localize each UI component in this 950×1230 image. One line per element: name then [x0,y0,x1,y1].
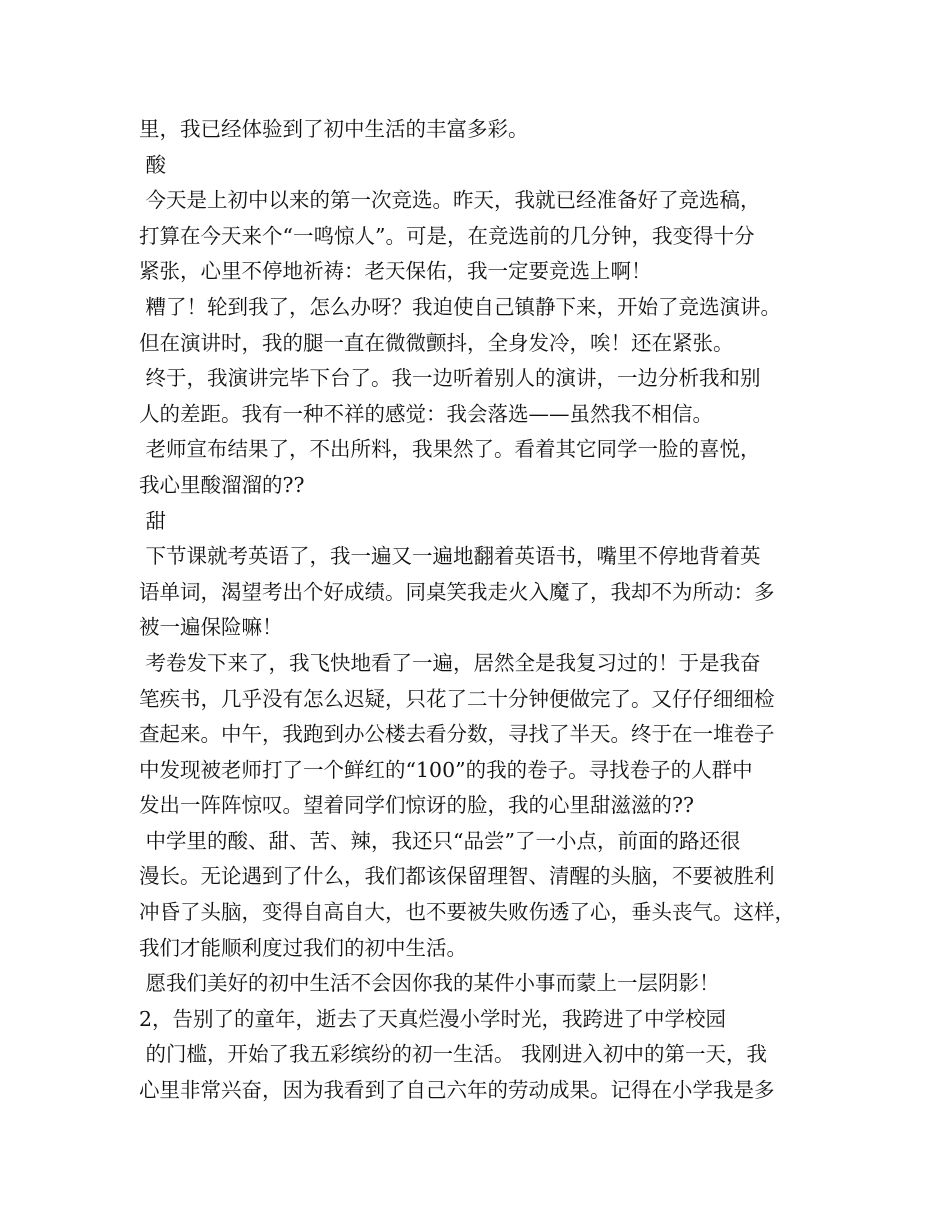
body-text [139,112,839,1109]
text-line: 漫长。无论遇到了什么，我们都该保留理智、清醒的头脑，不要被胜利 [139,864,775,889]
text-line: 打算在今天来个“一鸣惊人”。可是，在竞选前的几分钟，我变得十分 [139,223,755,248]
text-line: 下节课就考英语了，我一遍又一遍地翻着英语书，嘴里不停地背着英 [139,544,761,569]
text-line: 但在演讲时，我的腿一直在微微颤抖，全身发冷，唉！还在紧张。 [139,330,734,355]
text-line: 我心里酸溜溜的?? [139,472,305,497]
section-heading-sweet: 甜 [139,508,167,533]
text-line: 中学里的酸、甜、苦、辣，我还只“品尝”了一小点，前面的路还很 [139,828,741,853]
text-line: 心里非常兴奋，因为我看到了自己六年的劳动成果。记得在小学我是多 [139,1078,775,1103]
text-line: 语单词，渴望考出个好成绩。同桌笑我走火入魔了，我却不为所动：多 [139,579,775,604]
section-heading-sour: 酸 [139,152,167,177]
text-line: 发出一阵阵惊叹。望着同学们惊讶的脸，我的心里甜滋滋的?? [139,793,694,818]
text-line: 考卷发下来了，我飞快地看了一遍，居然全是我复习过的！于是我奋 [139,650,761,675]
text-line: 被一遍保险嘛！ [139,615,283,640]
text-line: 愿我们美好的初中生活不会因你我的某件小事而蒙上一层阴影！ [139,971,720,996]
text-line: 2，告别了的童年，逝去了天真烂漫小学时光，我跨进了中学校园 [139,1006,727,1031]
text-line: 终于，我演讲完毕下台了。我一边听着别人的演讲，一边分析我和别 [139,366,761,391]
text-line: 糟了！轮到我了，怎么办呀？我迫使自己镇静下来，开始了竞选演讲。 [139,294,782,319]
text-line: 今天是上初中以来的第一次竞选。昨天，我就已经准备好了竞选稿， [139,188,761,213]
text-line: 我们才能顺利度过我们的初中生活。 [139,935,467,960]
text-line: 中发现被老师打了一个鲜红的“100”的我的卷子。寻找卷子的人群中 [139,757,753,782]
text-line: 老师宣布结果了，不出所料，我果然了。看着其它同学一脸的喜悦， [139,437,761,462]
text-line: 的门槛，开始了我五彩缤纷的初一生活。 我刚进入初中的第一天，我 [139,1042,768,1067]
text-line: 冲昏了头脑，变得自高自大，也不要被失败伤透了心，垂头丧气。这样， [139,900,795,925]
text-line: 查起来。中午，我跑到办公楼去看分数，寻找了半天。终于在一堆卷子 [139,722,775,747]
text-line: 紧张，心里不停地祈祷：老天保佑，我一定要竞选上啊！ [139,259,652,284]
text-line: 里，我已经体验到了初中生活的丰富多彩。 [139,117,529,141]
text-line: 笔疾书，几乎没有怎么迟疑，只花了二十分钟便做完了。又仔仔细细检 [139,686,775,711]
text-line: 人的差距。我有一种不祥的感觉：我会落选——虽然我不相信。 [139,401,713,426]
